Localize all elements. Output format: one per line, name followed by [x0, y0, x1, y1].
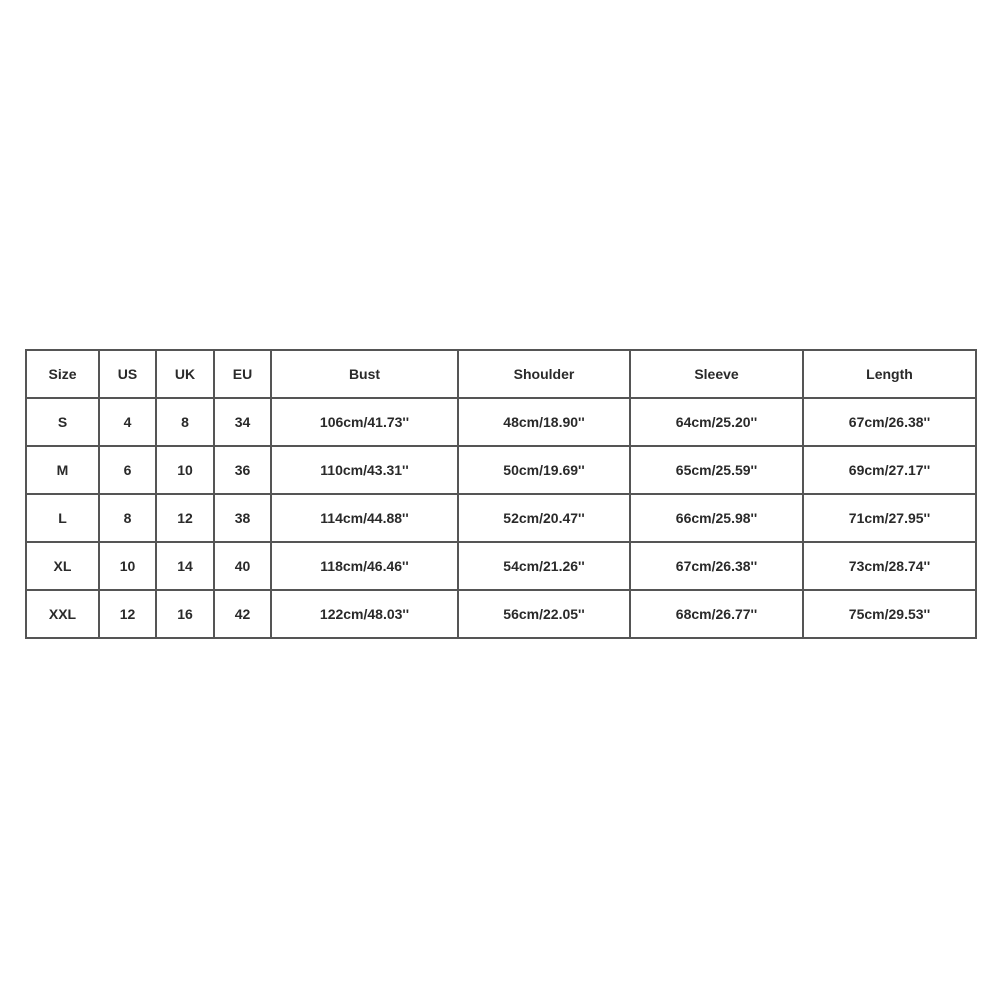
header-length: Length	[803, 350, 976, 398]
cell-eu: 42	[214, 590, 271, 638]
cell-shoulder: 52cm/20.47''	[458, 494, 630, 542]
cell-shoulder: 50cm/19.69''	[458, 446, 630, 494]
cell-us: 12	[99, 590, 156, 638]
cell-shoulder: 54cm/21.26''	[458, 542, 630, 590]
cell-uk: 12	[156, 494, 214, 542]
cell-uk: 10	[156, 446, 214, 494]
header-bust: Bust	[271, 350, 458, 398]
header-eu: EU	[214, 350, 271, 398]
cell-size: XL	[26, 542, 99, 590]
cell-size: L	[26, 494, 99, 542]
cell-size: S	[26, 398, 99, 446]
cell-shoulder: 56cm/22.05''	[458, 590, 630, 638]
cell-us: 8	[99, 494, 156, 542]
header-uk: UK	[156, 350, 214, 398]
header-sleeve: Sleeve	[630, 350, 803, 398]
table-row	[26, 398, 976, 446]
cell-uk: 16	[156, 590, 214, 638]
cell-length: 73cm/28.74''	[803, 542, 976, 590]
cell-us: 4	[99, 398, 156, 446]
table-row	[26, 542, 976, 590]
cell-eu: 34	[214, 398, 271, 446]
header-us: US	[99, 350, 156, 398]
cell-length: 75cm/29.53''	[803, 590, 976, 638]
cell-uk: 14	[156, 542, 214, 590]
cell-eu: 36	[214, 446, 271, 494]
cell-size: XXL	[26, 590, 99, 638]
cell-length: 69cm/27.17''	[803, 446, 976, 494]
cell-sleeve: 67cm/26.38''	[630, 542, 803, 590]
header-size: Size	[26, 350, 99, 398]
cell-size: M	[26, 446, 99, 494]
cell-shoulder: 48cm/18.90''	[458, 398, 630, 446]
cell-sleeve: 65cm/25.59''	[630, 446, 803, 494]
cell-length: 67cm/26.38''	[803, 398, 976, 446]
cell-sleeve: 66cm/25.98''	[630, 494, 803, 542]
cell-sleeve: 68cm/26.77''	[630, 590, 803, 638]
cell-bust: 114cm/44.88''	[271, 494, 458, 542]
table-header-row	[26, 350, 976, 398]
size-chart-table	[25, 349, 977, 639]
header-shoulder: Shoulder	[458, 350, 630, 398]
cell-bust: 106cm/41.73''	[271, 398, 458, 446]
cell-eu: 38	[214, 494, 271, 542]
table-row	[26, 446, 976, 494]
cell-bust: 122cm/48.03''	[271, 590, 458, 638]
table-row	[26, 494, 976, 542]
cell-sleeve: 64cm/25.20''	[630, 398, 803, 446]
table-row	[26, 590, 976, 638]
cell-us: 10	[99, 542, 156, 590]
cell-us: 6	[99, 446, 156, 494]
cell-uk: 8	[156, 398, 214, 446]
cell-eu: 40	[214, 542, 271, 590]
cell-bust: 110cm/43.31''	[271, 446, 458, 494]
cell-length: 71cm/27.95''	[803, 494, 976, 542]
cell-bust: 118cm/46.46''	[271, 542, 458, 590]
